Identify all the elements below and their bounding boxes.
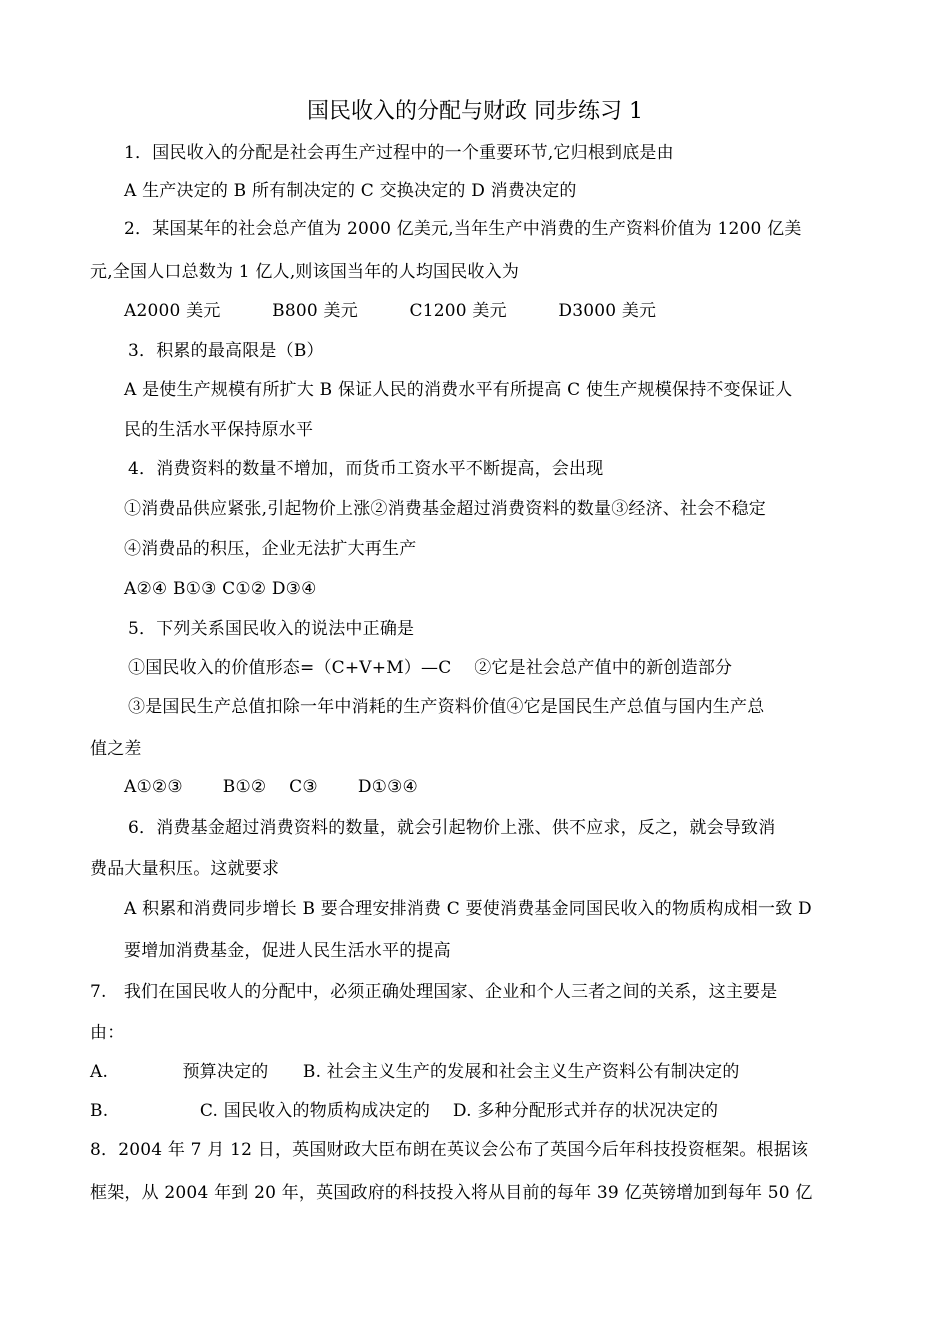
q1-stem: 1．国民收入的分配是社会再生产过程中的一个重要环节,它归根到底是由: [124, 143, 674, 163]
q3-stem: 3．积累的最高限是（B）: [128, 341, 324, 361]
q5-statements-line3: 值之差: [90, 739, 142, 759]
q5-stem: 5．下列关系国民收入的说法中正确是: [128, 619, 415, 639]
q5-statements-line1: ①国民收入的价值形态=（C+V+M）—C ②它是社会总产值中的新创造部分: [128, 658, 733, 678]
q2-stem-line1: 2．某国某年的社会总产值为 2000 亿美元,当年生产中消费的生产资料价值为 1200 亿美: [124, 219, 802, 239]
q7-options-line2: B. C. 国民收入的物质构成决定的 D. 多种分配形式并存的状况决定的: [90, 1101, 719, 1121]
q7-stem-line1: 7. 我们在国民收人的分配中，必须正确处理国家、企业和个人三者之间的关系，这主要是: [90, 982, 778, 1002]
q4-options: A②④ B①③ C①② D③④: [124, 579, 317, 599]
q7-stem-line2: 由：: [90, 1023, 125, 1043]
q5-statements-line2: ③是国民生产总值扣除一年中消耗的生产资料价值④它是国民生产总值与国内生产总: [128, 697, 765, 717]
q6-options-line1: A 积累和消费同步增长 B 要合理安排消费 C 要使消费基金同国民收入的物质构成相一致 D: [124, 899, 812, 919]
q6-stem-line2: 费品大量积压。这就要求: [90, 859, 280, 879]
q4-statements-line1: ①消费品供应紧张,引起物价上涨②消费基金超过消费资料的数量③经济、社会不稳定: [124, 499, 767, 519]
q8-stem-line2: 框架，从 2004 年到 20 年，英国政府的科技投入将从目前的每年 39 亿英镑增加到每年 50 亿: [90, 1183, 813, 1203]
q5-options: A①②③ B①② C③ D①③④: [124, 777, 418, 797]
q6-options-line2: 要增加消费基金，促进人民生活水平的提高: [124, 941, 451, 961]
q1-options: A 生产决定的 B 所有制决定的 C 交换决定的 D 消费决定的: [124, 181, 577, 201]
document-title: 国民收入的分配与财政 同步练习 1: [307, 99, 643, 124]
q6-stem-line1: 6．消费基金超过消费资料的数量，就会引起物价上涨、供不应求，反之，就会导致消: [128, 818, 776, 838]
q7-options-line1: A. 预算决定的 B. 社会主义生产的发展和社会主义生产资料公有制决定的: [90, 1062, 740, 1082]
q4-stem: 4．消费资料的数量不增加，而货币工资水平不断提高，会出现: [128, 459, 604, 479]
q2-options: A2000 美元 B800 美元 C1200 美元 D3000 美元: [124, 301, 657, 321]
q3-options-line2: 民的生活水平保持原水平: [124, 420, 314, 440]
q4-statements-line2: ④消费品的积压，企业无法扩大再生产: [124, 539, 417, 559]
q3-options-line1: A 是使生产规模有所扩大 B 保证人民的消费水平有所提高 C 使生产规模保持不变保证人: [124, 380, 793, 400]
q8-stem-line1: 8．2004 年 7 月 12 日，英国财政大臣布朗在英议会公布了英国今后年科技投资框架。根据该: [90, 1140, 809, 1160]
q2-stem-line2: 元,全国人口总数为 1 亿人,则该国当年的人均国民收入为: [90, 262, 520, 282]
